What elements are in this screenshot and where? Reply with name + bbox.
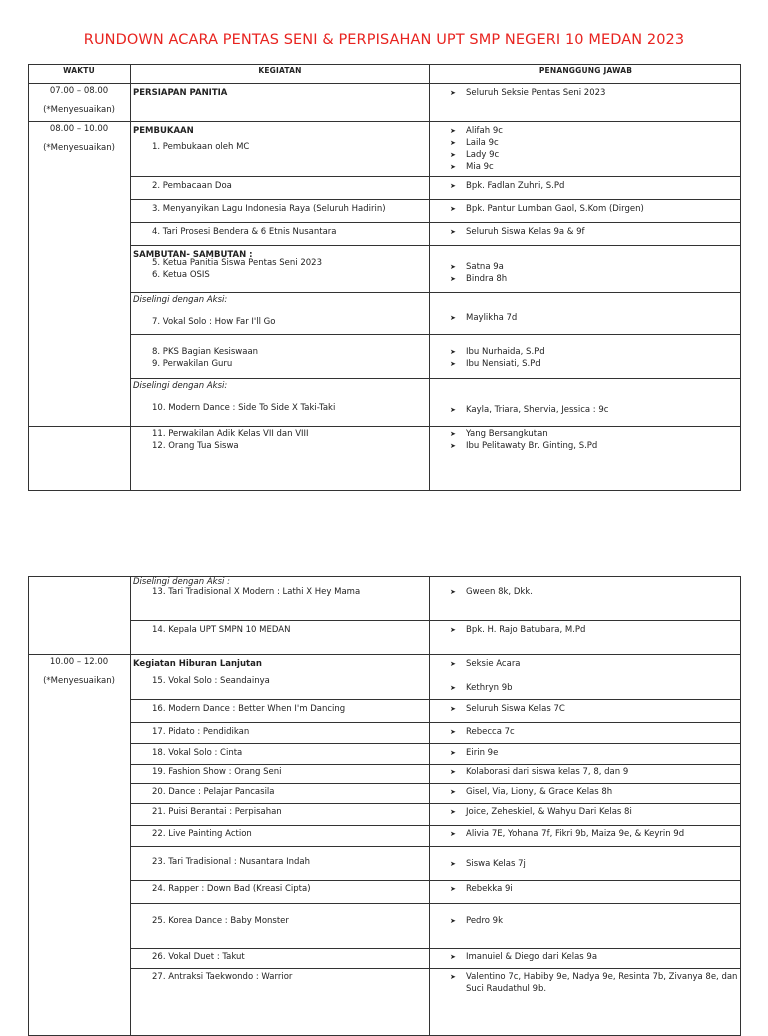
- activity-item: 26. Vokal Duet : Takut: [152, 952, 245, 962]
- activity-item: 25. Korea Dance : Baby Monster: [152, 916, 289, 926]
- table-row: [28, 846, 741, 880]
- pic-entry: ➤ Bpk. Fadlan Zuhri, S.Pd: [430, 180, 741, 192]
- row-divider: [130, 880, 741, 881]
- interlude-note: Diselingi dengan Aksi:: [133, 295, 228, 305]
- pic-entry: ➤ Ibu Nensiati, S.Pd: [430, 358, 741, 370]
- activity-item: 7. Vokal Solo : How Far I'll Go: [152, 317, 276, 327]
- pic-entry: ➤ Rebekka 9i: [430, 883, 741, 895]
- table-row: [28, 743, 741, 764]
- table-border-top: [28, 576, 741, 577]
- interlude-note: Diselingi dengan Aksi:: [133, 381, 228, 391]
- time-cell: [28, 85, 130, 116]
- activity-item: 23. Tari Tradisional : Nusantara Indah: [152, 857, 310, 867]
- pic-entry: ➤ Mia 9c: [430, 161, 741, 173]
- interlude-note: Diselingi dengan Aksi :: [133, 577, 230, 587]
- row-divider: [130, 378, 741, 379]
- document-title: RUNDOWN ACARA PENTAS SENI & PERPISAHAN UPT SMP NEGERI 10 MEDAN 2023: [83, 32, 685, 48]
- table-row: [28, 948, 741, 968]
- pic-entry: ➤ Kolaborasi dari siswa kelas 7, 8, dan 9: [430, 766, 741, 778]
- table-row: [28, 121, 741, 176]
- pic-entry: ➤ Rebecca 7c: [430, 726, 741, 738]
- row-divider: [130, 245, 741, 246]
- row-divider: [130, 334, 741, 335]
- row-divider: [130, 743, 741, 744]
- pic-entry: ➤ Ibu Nurhaida, S.Pd: [430, 346, 741, 358]
- pic-entry: ➤ Ibu Pelitawaty Br. Ginting, S.Pd: [430, 440, 741, 452]
- pic-entry: ➤ Kayla, Triara, Shervia, Jessica : 9c: [430, 404, 741, 416]
- activity-item: 6. Ketua OSIS: [152, 270, 210, 280]
- activity-item: 4. Tari Prosesi Bendera & 6 Etnis Nusantara: [152, 227, 337, 237]
- table-border-right: [740, 576, 741, 1036]
- pic-entry: ➤ Seluruh Siswa Kelas 9a & 9f: [430, 226, 741, 238]
- activity-item: 5. Ketua Panitia Siswa Pentas Seni 2023: [152, 258, 322, 268]
- activity-item: 12. Orang Tua Siswa: [152, 441, 239, 451]
- pic-entry: ➤ Gween 8k, Dkk.: [430, 586, 741, 598]
- activity-item: 11. Perwakilan Adik Kelas VII dan VIII: [152, 429, 309, 439]
- header-divider: [28, 83, 741, 84]
- activity-item: 13. Tari Tradisional X Modern : Lathi X Hey Mama: [152, 587, 361, 597]
- row-divider: [130, 292, 741, 293]
- header-kegiatan: KEGIATAN: [258, 66, 302, 75]
- activity-item: 18. Vokal Solo : Cinta: [152, 748, 243, 758]
- time-note: (*Menyesuaikan): [43, 105, 115, 115]
- table-row: [28, 825, 741, 846]
- header-waktu: WAKTU: [63, 66, 95, 75]
- table-row: [28, 576, 741, 620]
- table-row: [28, 426, 741, 467]
- table-row: [28, 292, 741, 334]
- table-row: [28, 903, 741, 948]
- rundown-table-page-2: [28, 576, 741, 1036]
- row-divider: [130, 783, 741, 784]
- activity-item: 27. Antraksi Taekwondo : Warrior: [152, 972, 293, 982]
- pic-entry: ➤ Siswa Kelas 7j: [430, 858, 741, 870]
- pic-entry: ➤ Alifah 9c: [430, 125, 741, 137]
- pic-entry: ➤ Kethryn 9b: [430, 682, 741, 694]
- table-border-bottom: [28, 490, 741, 491]
- time-range: 08.00 – 10.00: [49, 124, 109, 134]
- row-divider: [28, 426, 741, 427]
- time-cell: [28, 123, 130, 154]
- header-penanggung-jawab: PENANGGUNG JAWAB: [538, 66, 633, 75]
- activity-item: 19. Fashion Show : Orang Seni: [152, 767, 282, 777]
- table-row: [28, 83, 741, 121]
- pic-entry: ➤ Satna 9a: [430, 261, 741, 273]
- table-row: [28, 378, 741, 426]
- row-divider: [130, 968, 741, 969]
- pic-entry: ➤ Alivia 7E, Yohana 7f, Fikri 9b, Maiza 9e, & Keyrin 9d: [430, 828, 741, 840]
- table-row: [28, 803, 741, 825]
- table-row: [28, 654, 741, 699]
- activity-item: 10. Modern Dance : Side To Side X Taki-Taki: [152, 403, 336, 413]
- row-divider: [28, 654, 741, 655]
- row-divider: [130, 176, 741, 177]
- pic-entry: ➤ Eirin 9e: [430, 747, 741, 759]
- row-divider: [130, 803, 741, 804]
- section-heading: PEMBUKAAN: [133, 126, 194, 136]
- time-cell: [28, 656, 130, 687]
- row-divider: [130, 722, 741, 723]
- table-row: [28, 699, 741, 722]
- table-border-top: [28, 64, 741, 65]
- table-row: [28, 334, 741, 378]
- pic-entry: ➤ Bpk. H. Rajo Batubara, M.Pd: [430, 624, 741, 636]
- time-note: (*Menyesuaikan): [43, 143, 115, 153]
- activity-item: 2. Pembacaan Doa: [152, 181, 232, 191]
- time-range: 10.00 – 12.00: [49, 657, 109, 667]
- table-row: [28, 968, 741, 1018]
- pic-entry: ➤ Seluruh Seksie Pentas Seni 2023: [430, 87, 741, 99]
- row-divider: [130, 620, 741, 621]
- activity-item: 20. Dance : Pelajar Pancasila: [152, 787, 275, 797]
- row-divider: [130, 903, 741, 904]
- activity-item: 3. Menyanyikan Lagu Indonesia Raya (Seluruh Hadirin): [152, 204, 386, 214]
- row-divider: [130, 699, 741, 700]
- table-row: [28, 222, 741, 245]
- table-border-left: [28, 576, 29, 1036]
- row-divider: [130, 764, 741, 765]
- row-divider: [130, 948, 741, 949]
- pic-entry: ➤ Lady 9c: [430, 149, 741, 161]
- row-divider: [130, 222, 741, 223]
- row-divider: [28, 121, 741, 122]
- activity-item: 24. Rapper : Down Bad (Kreasi Cipta): [152, 884, 311, 894]
- table-row: [28, 245, 741, 292]
- activity-item: 9. Perwakilan Guru: [152, 359, 233, 369]
- row-divider: [130, 199, 741, 200]
- activity-item: 14. Kepala UPT SMPN 10 MEDAN: [152, 625, 291, 635]
- time-range: 07.00 – 08.00: [49, 86, 109, 96]
- time-note: (*Menyesuaikan): [43, 676, 115, 686]
- column-divider: [130, 576, 131, 1036]
- activity-item: 22. Live Painting Action: [152, 829, 252, 839]
- table-row: [28, 199, 741, 222]
- table-row: [28, 176, 741, 199]
- rundown-table-page-1: [28, 64, 741, 491]
- pic-entry: ➤ Seksie Acara: [430, 658, 741, 670]
- activity-item: 21. Puisi Berantai : Perpisahan: [152, 807, 282, 817]
- table-row: [28, 764, 741, 783]
- pic-entry: ➤ Gisel, Via, Liony, & Grace Kelas 8h: [430, 786, 741, 798]
- pic-entry: ➤ Joice, Zeheskiel, & Wahyu Dari Kelas 8i: [430, 806, 741, 818]
- pic-entry: ➤ Pedro 9k: [430, 915, 741, 927]
- table-row: [28, 783, 741, 803]
- pic-entry: ➤ Seluruh Siswa Kelas 7C: [430, 703, 741, 715]
- row-divider: [130, 825, 741, 826]
- pic-entry: ➤ Maylikha 7d: [430, 312, 741, 324]
- activity-item: 1. Pembukaan oleh MC: [152, 142, 250, 152]
- section-heading: Kegiatan Hiburan Lanjutan: [133, 659, 262, 669]
- pic-entry: ➤ Imanuiel & Diego dari Kelas 9a: [430, 951, 741, 963]
- row-divider: [130, 846, 741, 847]
- pic-entry: ➤ Yang Bersangkutan: [430, 428, 741, 440]
- activity-item: 17. Pidato : Pendidikan: [152, 727, 250, 737]
- pic-entry: ➤ Valentino 7c, Habiby 9e, Nadya 9e, Resinta 7b, Zivanya 8e, dan Suci Raudathul 9b.: [430, 971, 741, 995]
- table-row: [28, 880, 741, 903]
- pic-entry: ➤ Bpk. Pantur Lumban Gaol, S.Kom (Dirgen): [430, 203, 741, 215]
- activity-item: 15. Vokal Solo : Seandainya: [152, 676, 270, 686]
- activity-item: 16. Modern Dance : Better When I'm Dancing: [152, 704, 346, 714]
- table-row: [28, 722, 741, 743]
- table-row: [28, 620, 741, 654]
- pic-entry: ➤ Bindra 8h: [430, 273, 741, 285]
- section-heading: PERSIAPAN PANITIA: [133, 88, 228, 98]
- column-divider: [429, 576, 430, 1036]
- section-heading: SAMBUTAN- SAMBUTAN :: [133, 250, 253, 260]
- pic-entry: ➤ Laila 9c: [430, 137, 741, 149]
- activity-item: 8. PKS Bagian Kesiswaan: [152, 347, 259, 357]
